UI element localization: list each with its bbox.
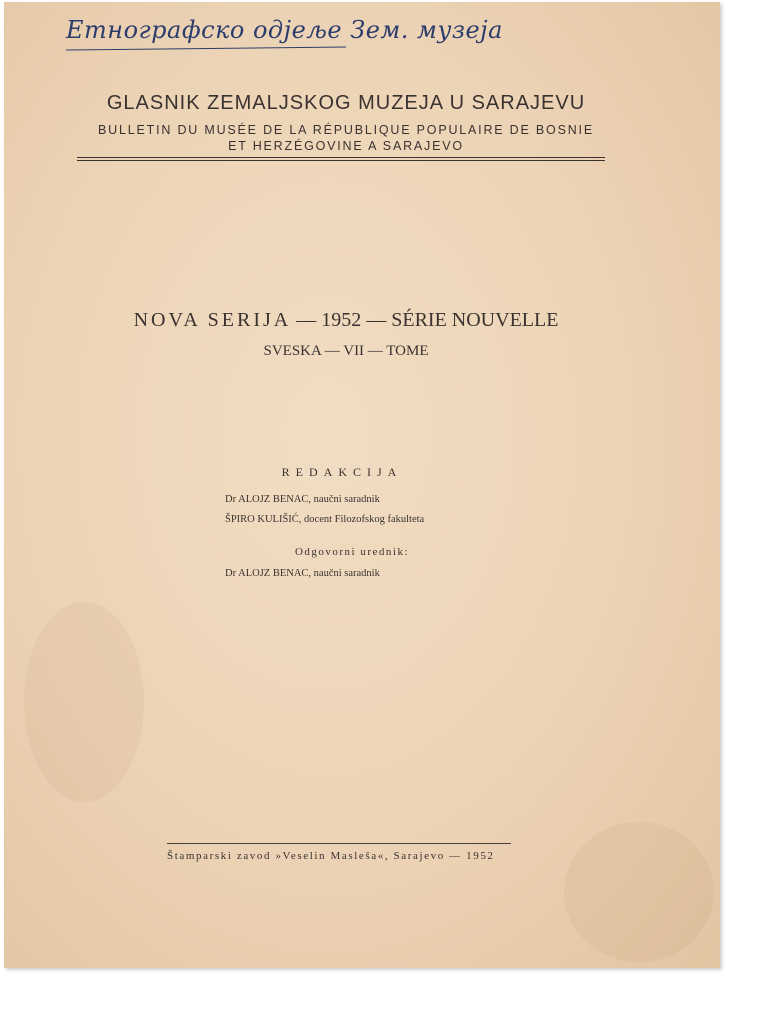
series-dash: — — [296, 309, 317, 331]
series-left: NOVA SERIJA — [133, 309, 292, 331]
printer-rule — [167, 843, 511, 844]
journal-title: GLASNIK ZEMALJSKOG MUZEJA U SARAJEVU — [106, 92, 586, 114]
header-rule-bottom — [77, 160, 605, 161]
handwritten-note: Етнографско одјеље Зем. музеја — [66, 16, 503, 44]
journal-subtitle-line1: BULLETIN DU MUSÉE DE LA RÉPUBLIQUE POPULAIRE DE BOSNIE — [98, 123, 594, 137]
volume-line: SVESKA — VII — TOME — [263, 343, 429, 359]
editorial-member: Dr ALOJZ BENAC, naučni saradnik — [225, 494, 380, 505]
printer-imprint: Štamparski zavod »Veselin Masleša«, Sarajevo — 1952 — [167, 850, 495, 862]
series-year: 1952 — [321, 309, 362, 331]
responsible-editor: Dr ALOJZ BENAC, naučni saradnik — [225, 568, 380, 579]
journal-subtitle-line2: ET HERZÉGOVINE A SARAJEVO — [228, 139, 464, 153]
responsible-editor-label: Odgovorni urednik: — [294, 546, 410, 558]
document-page — [4, 2, 720, 968]
editorial-heading: REDAKCIJA — [281, 465, 403, 479]
header-rule-top — [77, 157, 605, 158]
paper-stain — [564, 822, 714, 962]
series-right: SÉRIE NOUVELLE — [391, 309, 559, 331]
series-dash: — — [366, 309, 387, 331]
paper-stain — [24, 602, 144, 802]
series-line — [4, 309, 688, 332]
editorial-member: ŠPIRO KULIŠIĆ, docent Filozofskog fakulteta — [225, 514, 425, 525]
